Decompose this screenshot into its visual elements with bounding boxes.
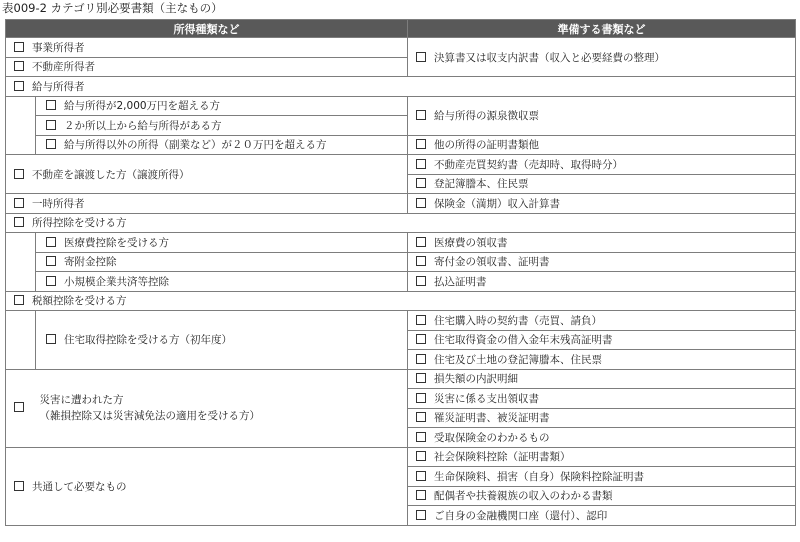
doc-bank-account: ご自身の金融機関口座（還付）、認印 xyxy=(434,509,608,522)
table-row xyxy=(6,272,796,292)
doc-payment-cert: 払込証明書 xyxy=(434,275,487,288)
checkbox-icon xyxy=(416,237,426,247)
doc-dependent-income: 配偶者や扶養親族の収入のわかる書類 xyxy=(434,490,613,503)
doc-donation-receipt: 寄付金の領収書、証明書 xyxy=(434,256,550,269)
checkbox-icon xyxy=(416,432,426,442)
header-income-type: 所得種類など xyxy=(6,20,408,38)
income-donation: 寄附金控除 xyxy=(64,256,117,269)
checkbox-icon xyxy=(416,510,426,520)
checkbox-icon xyxy=(46,334,56,344)
income-disaster-note: （雑損控除又は災害減免法の適用を受ける方） xyxy=(39,410,260,422)
table-row xyxy=(6,291,796,311)
checkbox-icon xyxy=(46,237,56,247)
checkbox-icon xyxy=(416,198,426,208)
income-business: 事業所得者 xyxy=(32,41,85,54)
checkbox-icon xyxy=(46,120,56,130)
doc-other-income: 他の所得の証明書類他 xyxy=(434,139,539,152)
table-row xyxy=(6,233,796,253)
table-row xyxy=(6,311,796,331)
table-row xyxy=(6,213,796,233)
income-salary: 給与所得者 xyxy=(32,80,85,93)
checkbox-icon xyxy=(416,471,426,481)
doc-loan-balance: 住宅取得資金の借入金年末残高証明書 xyxy=(434,334,613,347)
checkbox-icon xyxy=(14,295,24,305)
checkbox-icon xyxy=(14,198,24,208)
doc-sale-contract: 不動産売買契約書（売却時、取得時分） xyxy=(434,158,623,171)
income-disaster-title: 災害に遭われた方 xyxy=(39,394,124,406)
table-row xyxy=(6,447,796,467)
table-row xyxy=(6,135,796,155)
checkbox-icon xyxy=(416,373,426,383)
required-documents-table xyxy=(5,19,796,526)
checkbox-icon xyxy=(14,217,24,227)
table-row xyxy=(6,38,796,58)
checkbox-icon xyxy=(14,81,24,91)
table-row xyxy=(6,155,796,175)
table-caption: 表009-2 カテゴリ別必要書類（主なもの） xyxy=(2,1,223,15)
income-medical: 医療費控除を受ける方 xyxy=(64,236,169,249)
checkbox-icon xyxy=(416,159,426,169)
doc-life-insurance: 生命保険料、損害（自身）保険料控除証明書 xyxy=(434,470,644,483)
checkbox-icon xyxy=(416,490,426,500)
doc-insurance-received: 受取保険金のわかるもの xyxy=(434,431,550,444)
header-row xyxy=(6,20,796,38)
income-small-business: 小規模企業共済等控除 xyxy=(64,275,169,288)
checkbox-icon xyxy=(46,276,56,286)
income-housing: 住宅取得控除を受ける方（初年度） xyxy=(64,334,232,347)
table-row xyxy=(6,369,796,389)
doc-insurance-payout: 保険金（満期）収入計算書 xyxy=(434,197,560,210)
checkbox-icon xyxy=(46,100,56,110)
income-real-estate: 不動産所得者 xyxy=(32,61,95,74)
doc-registry: 登記簿謄本、住民票 xyxy=(434,178,529,191)
checkbox-icon xyxy=(416,451,426,461)
checkbox-icon xyxy=(416,110,426,120)
checkbox-icon xyxy=(416,393,426,403)
checkbox-icon xyxy=(14,402,24,412)
doc-medical-receipt: 医療費の領収書 xyxy=(434,236,508,249)
checkbox-icon xyxy=(416,178,426,188)
checkbox-icon xyxy=(46,256,56,266)
table-row xyxy=(6,77,796,97)
checkbox-icon xyxy=(14,61,24,71)
doc-social-insurance: 社会保険料控除（証明書類） xyxy=(434,451,571,464)
checkbox-icon xyxy=(416,315,426,325)
checkbox-icon xyxy=(416,412,426,422)
table-row xyxy=(6,96,796,116)
income-deduction: 所得控除を受ける方 xyxy=(32,217,127,230)
doc-settlement: 決算書又は収支内訳書（収入と必要経費の整理） xyxy=(434,51,665,64)
header-documents: 準備する書類など xyxy=(408,20,796,38)
checkbox-icon xyxy=(416,139,426,149)
income-common: 共通して必要なもの xyxy=(32,480,127,493)
checkbox-icon xyxy=(416,354,426,364)
doc-disaster-receipt: 災害に係る支出領収書 xyxy=(434,392,539,405)
income-salary-other: 給与所得以外の所得（副業など）が２０万円を超える方 xyxy=(64,139,327,152)
income-tax-credit: 税額控除を受ける方 xyxy=(32,295,127,308)
checkbox-icon xyxy=(46,139,56,149)
income-property-transfer: 不動産を譲渡した方（譲渡所得） xyxy=(32,168,190,181)
income-temporary: 一時所得者 xyxy=(32,197,85,210)
table-row xyxy=(6,252,796,272)
income-salary-multi: ２か所以上から給与所得がある方 xyxy=(64,119,222,132)
table-row xyxy=(6,194,796,214)
doc-loss-detail: 損失額の内訳明細 xyxy=(434,373,518,386)
checkbox-icon xyxy=(14,169,24,179)
doc-withholding: 給与所得の源泉徴収票 xyxy=(434,110,539,122)
doc-purchase-contract: 住宅購入時の契約書（売買、請負） xyxy=(434,314,602,327)
checkbox-icon xyxy=(416,276,426,286)
doc-disaster-cert: 罹災証明書、被災証明書 xyxy=(434,412,550,425)
checkbox-icon xyxy=(416,256,426,266)
checkbox-icon xyxy=(14,42,24,52)
checkbox-icon xyxy=(416,334,426,344)
checkbox-icon xyxy=(416,52,426,62)
doc-land-registry: 住宅及び土地の登記簿謄本、住民票 xyxy=(434,353,602,366)
checkbox-icon xyxy=(14,481,24,491)
income-salary-over: 給与所得が2,000万円を超える方 xyxy=(64,100,221,113)
